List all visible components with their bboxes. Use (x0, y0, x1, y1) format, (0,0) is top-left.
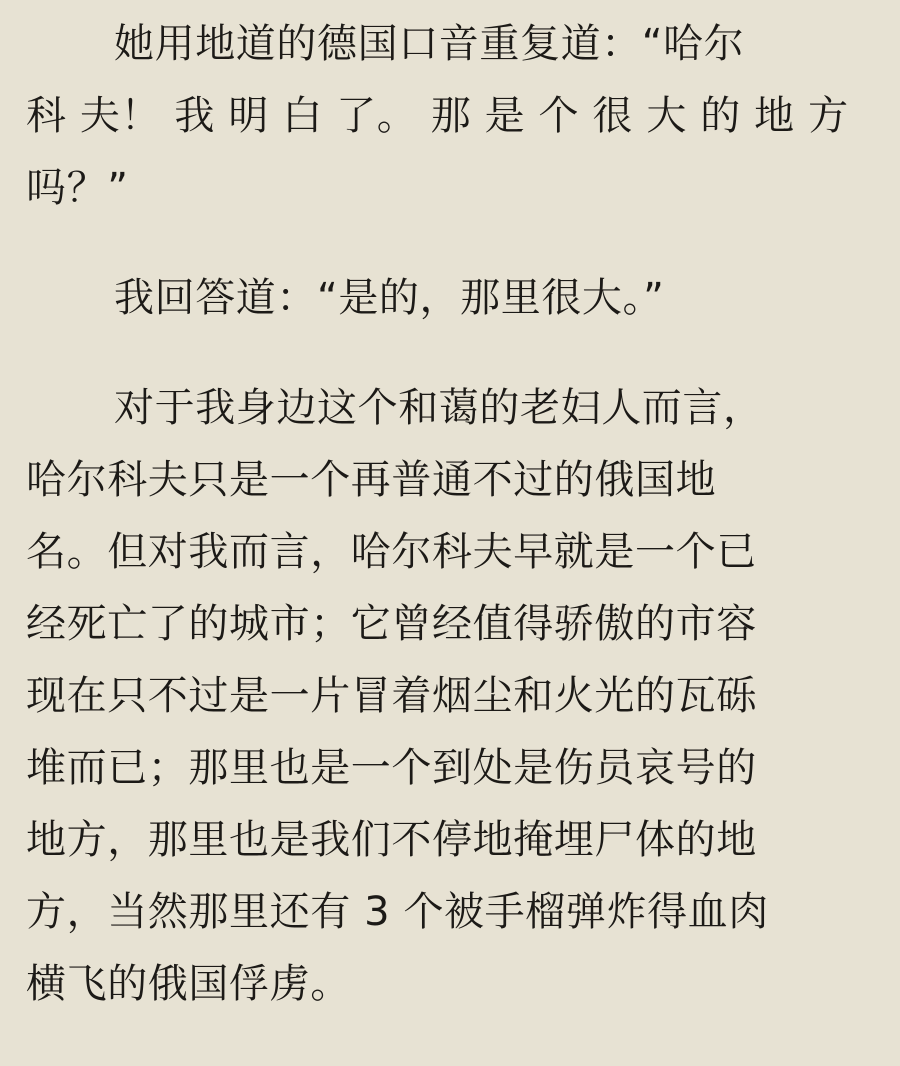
text-line: 对于我身边这个和蔼的老妇人而言， (114, 385, 764, 431)
text-line: 她用地道的德国口音重复道：“哈尔 (114, 21, 745, 67)
text-line: 哈尔科夫只是一个再普通不过的俄国地 (26, 457, 717, 503)
text-line: 横飞的俄国俘虏。 (26, 961, 351, 1007)
paragraph-repeat-question (26, 8, 874, 224)
text-line: 科 夫！ 我 明 白 了。 那 是 个 很 大 的 地 方 (26, 93, 849, 139)
text-line: 地方，那里也是我们不停地掩埋尸体的地 (26, 817, 757, 863)
paragraph-reflection (26, 372, 874, 1020)
text-line: 现在只不过是一片冒着烟尘和火光的瓦砾 (26, 673, 757, 719)
text-line: 方，当然那里还有 3 个被手榴弹炸得血肉 (26, 889, 769, 935)
text-line: 经死亡了的城市；它曾经值得骄傲的市容 (26, 601, 757, 647)
text-line: 堆而已；那里也是一个到处是伤员哀号的 (26, 745, 757, 791)
text-line: 我回答道：“是的，那里很大。” (114, 275, 665, 321)
text-line: 名。但对我而言，哈尔科夫早就是一个已 (26, 529, 757, 575)
text-line: 吗？” (26, 165, 129, 211)
paragraph-answer (26, 262, 874, 334)
